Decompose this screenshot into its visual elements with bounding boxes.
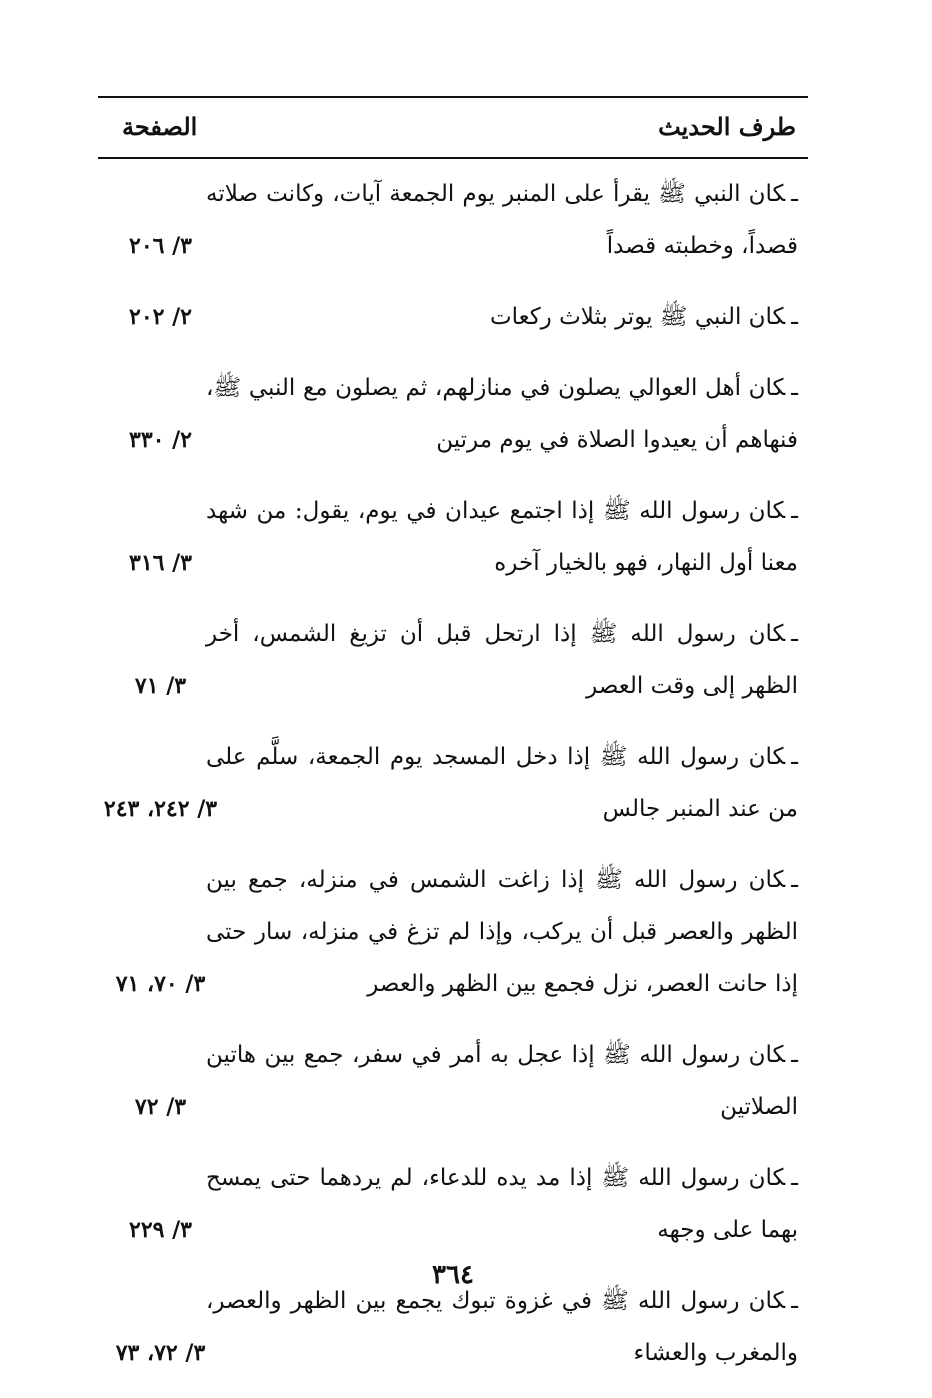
list-item [98,362,808,466]
index-page [98,96,808,1366]
page-reference: ٣/ ٣١٦ [129,550,192,576]
hadith-text: كان رسول الله ﷺ إذا اجتمع عيدان في يوم، يقول: من شهد معنا أول النهار، فهو بالخيار آخره [206,498,798,576]
entry-dash: ـ [791,498,798,524]
hadith-text: كان أهل العوالي يصلون في منازلهم، ثم يصلون مع النبي ﷺ، فنهاهم أن يعيدوا الصلاة في يوم مرتين [206,375,798,453]
entry-dash: ـ [791,1042,798,1068]
entry-dash: ـ [791,621,798,647]
entry-dash: ـ [791,867,798,893]
hadith-text: كان النبي ﷺ يوتر بثلاث ركعات [489,304,786,330]
hadith-text: كان رسول الله ﷺ إذا زاغت الشمس في منزله، جمع بين الظهر والعصر قبل أن يركب، وإذا لم تزغ في منزله، سار حتى إذا حانت العصر، نزل فجمع بين الظهر والعصر [206,867,798,997]
table-header [98,106,808,150]
page-reference: ٣/ ٧٠، ٧١ [115,971,206,997]
hadith-text: كان رسول الله ﷺ إذا عجل به أمر في سفر، جمع بين هاتين الصلاتين [206,1042,798,1120]
entry-dash: ـ [791,1288,798,1314]
list-item [98,1029,808,1133]
list-item [98,854,808,1010]
hadith-column-heading: طرف الحديث [658,112,796,141]
page-reference: ٣/ ٢٠٦ [129,233,192,259]
page-reference: ٢/ ٢٠٢ [129,304,192,330]
list-item [98,1152,808,1256]
entry-dash: ـ [791,1165,798,1191]
hadith-text: كان رسول الله ﷺ إذا مد يده للدعاء، لم يردهما حتى يمسح بهما على وجهه [206,1165,798,1243]
page-number: ٣٦٤ [432,1260,474,1290]
page-column-heading: الصفحة [122,112,198,141]
entry-dash: ـ [791,181,798,207]
hadith-index-list [98,168,808,1398]
list-item [98,168,808,272]
list-item [98,291,808,343]
list-item [98,731,808,835]
header-rule [98,157,808,159]
top-rule [98,96,808,98]
list-item [98,485,808,589]
entry-dash: ـ [791,375,798,401]
list-item [98,608,808,712]
hadith-text: كان رسول الله ﷺ إذا ارتحل قبل أن تزيغ الشمس، أخر الظهر إلى وقت العصر [206,621,798,699]
page-reference: ٣/ ٧٢ [134,1094,187,1120]
page-reference: ٣/ ٢٤٢، ٢٤٣ [103,796,218,822]
list-item [98,1275,808,1379]
page-reference: ٣/ ٧١ [134,673,187,699]
page-reference: ٣/ ٢٢٩ [129,1217,192,1243]
hadith-text: كان النبي ﷺ يقرأ على المنبر يوم الجمعة آيات، وكانت صلاته قصداً، وخطبته قصداً [206,181,798,259]
page-reference: ٢/ ٣٣٠ [129,427,192,453]
entry-dash: ـ [791,744,798,770]
hadith-text: كان رسول الله ﷺ في غزوة تبوك يجمع بين الظهر والعصر، والمغرب والعشاء [206,1288,798,1366]
entry-dash: ـ [791,304,798,330]
page-reference: ٣/ ٧٢، ٧٣ [115,1340,206,1366]
hadith-text: كان رسول الله ﷺ إذا دخل المسجد يوم الجمعة، سلَّم على من عند المنبر جالس [206,744,798,822]
